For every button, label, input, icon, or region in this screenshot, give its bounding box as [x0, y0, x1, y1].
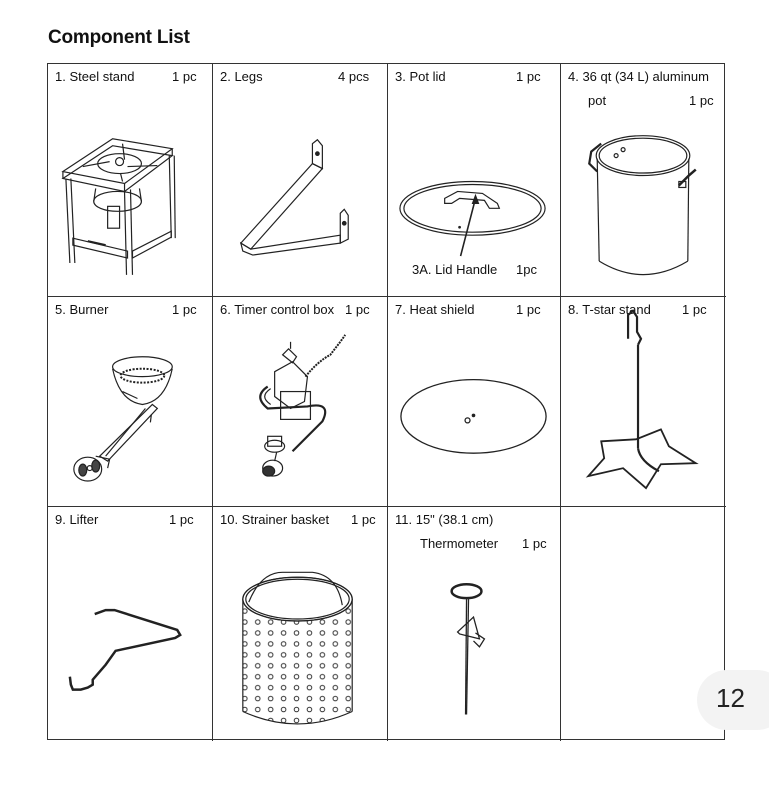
lifter-icon	[48, 507, 212, 741]
steel-stand-icon	[48, 64, 212, 296]
component-cell-timer-control-box	[213, 297, 388, 507]
thermometer-icon	[388, 507, 560, 741]
component-label: 3. Pot lid	[395, 69, 446, 84]
legs-icon	[213, 64, 387, 296]
page-number: 12	[716, 683, 745, 713]
page-title: Component List	[48, 27, 190, 48]
component-label: 2. Legs	[220, 69, 263, 84]
component-quantity: 1 pc	[172, 302, 197, 317]
component-label: 8. T-star stand	[568, 302, 651, 317]
component-label: 1. Steel stand	[55, 69, 135, 84]
lid-handle-label: 3A. Lid Handle	[412, 262, 498, 277]
component-quantity: 1 pc	[516, 69, 541, 84]
component-quantity: 1 pc	[682, 302, 707, 317]
component-quantity: 1 pc	[172, 69, 197, 84]
component-label: 7. Heat shield	[395, 302, 475, 317]
component-quantity: 1 pc	[345, 302, 370, 317]
burner-icon	[48, 297, 212, 506]
heat-shield-icon	[388, 297, 560, 506]
component-label: 5. Burner	[55, 302, 109, 317]
component-quantity: 1 pc	[689, 93, 714, 108]
component-quantity: 4 pcs	[338, 69, 370, 84]
component-label: 6. Timer control box	[220, 302, 335, 317]
component-cell-legs	[213, 64, 388, 297]
component-label: 10. Strainer basket	[220, 512, 330, 527]
component-quantity: 1 pc	[522, 536, 547, 551]
component-label: 9. Lifter	[55, 512, 99, 527]
component-cell-thermometer	[388, 507, 561, 741]
component-cell-pot-lid	[388, 64, 561, 297]
component-cell-burner	[48, 297, 213, 507]
component-cell-aluminum-pot	[561, 64, 726, 297]
t-star-stand-icon	[561, 297, 726, 506]
component-table	[47, 63, 725, 740]
component-quantity: 1 pc	[169, 512, 194, 527]
component-cell-heat-shield	[388, 297, 561, 507]
component-label-line2: pot	[588, 93, 607, 108]
timer-control-box-icon	[213, 297, 387, 506]
component-cell-t-star-stand	[561, 297, 726, 507]
strainer-basket-icon	[213, 507, 387, 741]
component-label: 11. 15" (38.1 cm)	[395, 512, 494, 527]
lid-handle-quantity: 1pc	[516, 262, 537, 277]
component-cell-strainer-basket	[213, 507, 388, 741]
component-quantity: 1 pc	[351, 512, 376, 527]
component-label-line2: Thermometer	[420, 536, 499, 551]
component-cell-lifter	[48, 507, 213, 741]
component-label: 4. 36 qt (34 L) aluminum	[568, 69, 709, 84]
component-cell-steel-stand	[48, 64, 213, 297]
component-quantity: 1 pc	[516, 302, 541, 317]
aluminum-pot-icon	[561, 64, 726, 296]
